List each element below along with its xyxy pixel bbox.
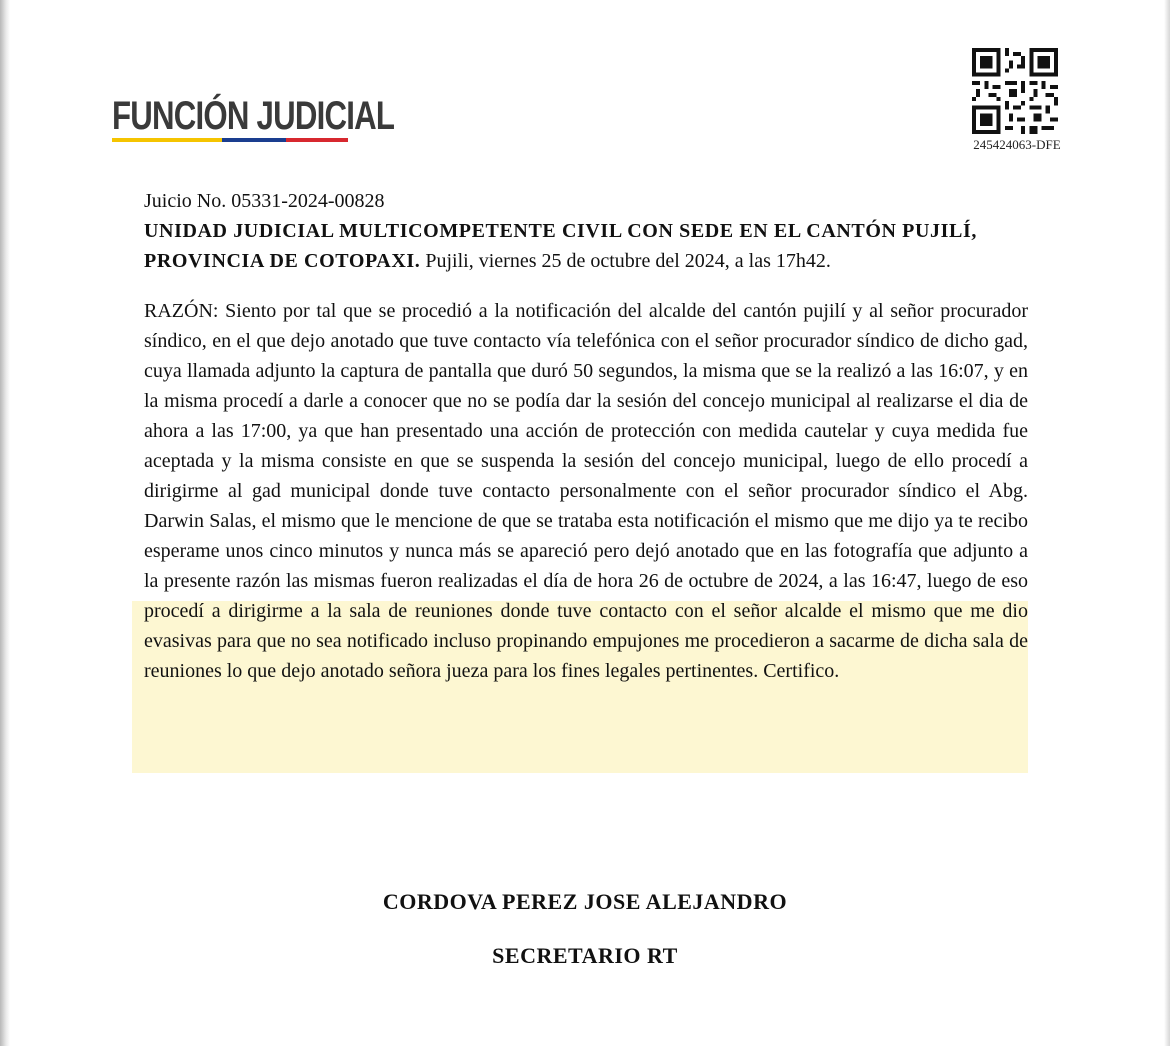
place-date: Pujili, viernes 25 de octubre del 2024, a las 17h42.	[425, 250, 831, 272]
court-line	[144, 216, 1028, 276]
document-header	[144, 186, 1028, 276]
signer-name: CORDOVA PEREZ JOSE ALEJANDRO	[382, 889, 788, 914]
razon-paragraph: RAZÓN: Siento por tal que se procedió a la notificación del alcalde del cantón pujilí y al señor procurador síndico, en el que dejo anotado que tuve contacto vía telefónica con el señor procurador síndico de dicho gad, cuya llamada adjunto la captura de pantalla que duró 50 segundos, la misma que se la realizó a las 16:07, y en la misma procedí a darle a conocer que no se podía dar la sesión del concejo municipal al realizarse el dia de ahora a las 17:00, ya que han presentado una acción de protección con medida cautelar y cuya medida fue aceptada y la misma consiste en que se suspenda la sesión del concejo municipal, luego de ello procedí a dirigirme al gad municipal donde tuve contacto personalmente con el señor procurador síndico el Abg. Darwin Salas, el mismo que le mencione de que se trataba esta notificación el mismo que me dijo ya te recibo esperame unos cinco minutos y nunca más se apareció pero dejó anotado que en las fotografía que adjunto a la presente razón las mismas fueron realizadas el día de hora 26 de octubre de 2024, a las 16:47, luego de eso procedí a dirigirme a la sala de reuniones donde tuve contacto con el señor alcalde el mismo que me dio evasivas para que no sea notificado incluso propinando empujones me procedieron a sacarme de dicha sala de reuniones lo que dejo anotado señora jueza para los fines legales pertinentes. Certifico.	[144, 300, 1028, 682]
document-body	[144, 186, 1028, 706]
qr-code-icon	[972, 48, 1058, 134]
court-name: UNIDAD JUDICIAL MULTICOMPETENTE CIVIL CON SEDE EN EL CANTÓN PUJILÍ, PROVINCIA DE COTOPAXI.	[144, 220, 977, 272]
funcion-judicial-logo	[112, 94, 395, 144]
signer-role: SECRETARIO RT	[492, 943, 678, 968]
qr-code-label: 245424063-DFE	[973, 137, 1061, 152]
case-number: Juicio No. 05331-2024-00828	[144, 190, 385, 212]
logo-flag-stripe	[112, 138, 348, 142]
logo-text: FUNCIÓN JUDICIAL	[112, 94, 395, 138]
